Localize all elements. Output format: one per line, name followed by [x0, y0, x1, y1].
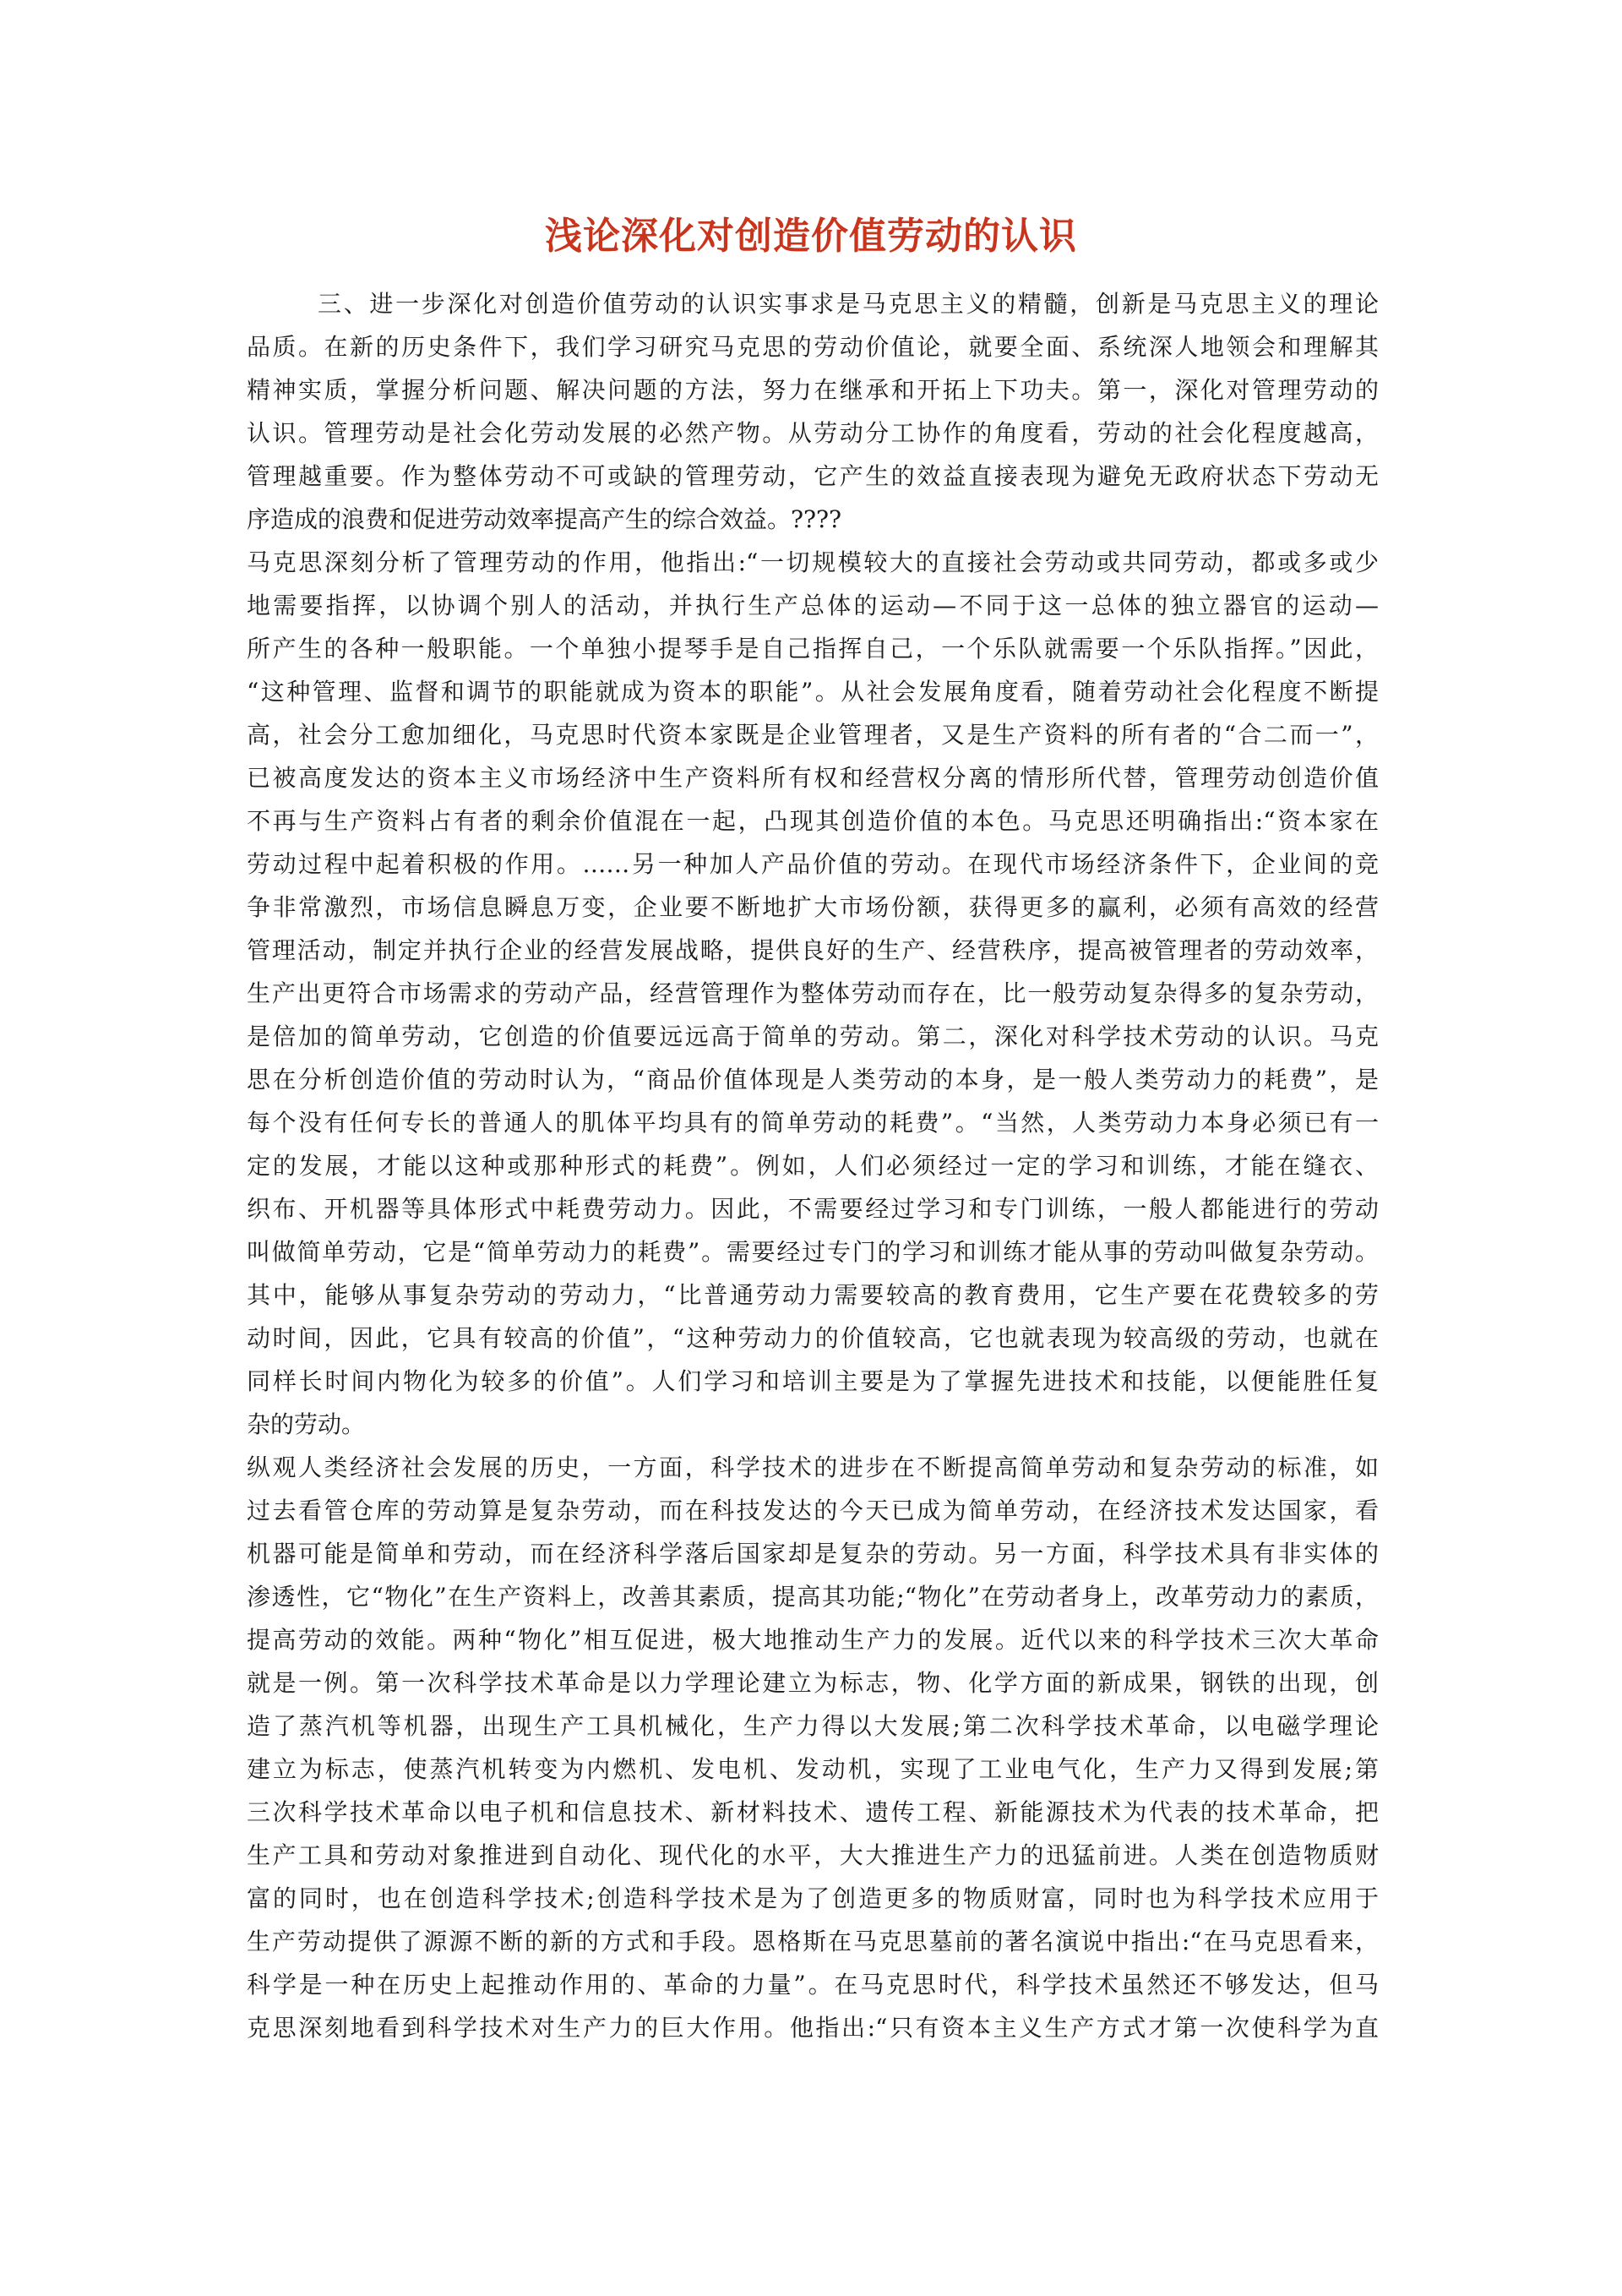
text-line: 已被高度发达的资本主义市场经济中生产资料所有权和经营权分离的情形所代替，管理劳动创造价值	[247, 764, 1379, 792]
text-line: 每个没有任何专长的普通人的肌体平均具有的简单劳动的耗费”。“当然，人类劳动力本身必须已有一	[247, 1109, 1379, 1137]
text-line: 同样长时间内物化为较多的价值”。人们学习和培训主要是为了掌握先进技术和技能，以便能胜任复	[247, 1367, 1379, 1395]
text-line: 织布、开机器等具体形式中耗费劳动力。因此，不需要经过学习和专门训练，一般人都能进行的劳动	[247, 1195, 1379, 1223]
text-line: 克思深刻地看到科学技术对生产力的巨大作用。他指出:“只有资本主义生产方式才第一次使科学为直	[247, 2014, 1379, 2042]
text-line: 高，社会分工愈加细化，马克思时代资本家既是企业管理者，又是生产资料的所有者的“合二而一”，	[247, 721, 1379, 749]
document-body	[247, 282, 1379, 2049]
text-line: 就是一例。第一次科学技术革命是以力学理论建立为标志，物、化学方面的新成果，钢铁的出现，创	[247, 1669, 1379, 1697]
text-line: 叫做简单劳动，它是“简单劳动力的耗费”。需要经过专门的学习和训练才能从事的劳动叫做复杂劳动。	[247, 1238, 1379, 1266]
text-line: 生产出更符合市场需求的劳动产品，经营管理作为整体劳动而存在，比一般劳动复杂得多的复杂劳动，	[247, 979, 1379, 1007]
text-line: 劳动过程中起着积极的作用。……另一种加人产品价值的劳动。在现代市场经济条件下，企业间的竞	[247, 850, 1379, 878]
text-line: 认识。管理劳动是社会化劳动发展的必然产物。从劳动分工协作的角度看，劳动的社会化程度越高，	[247, 419, 1379, 447]
text-line: 机器可能是简单和劳动，而在经济科学落后国家却是复杂的劳动。另一方面，科学技术具有非实体的	[247, 1540, 1379, 1568]
text-line: 建立为标志，使蒸汽机转变为内燃机、发电机、发动机，实现了工业电气化，生产力又得到发展;第	[247, 1755, 1379, 1783]
text-line: 渗透性，它“物化”在生产资料上，改善其素质，提高其功能;“物化”在劳动者身上，改革劳动力的素质，	[247, 1583, 1379, 1611]
text-line: 纵观人类经济社会发展的历史，一方面，科学技术的进步在不断提高简单劳动和复杂劳动的标准，如	[247, 1453, 1379, 1481]
text-line: 不再与生产资料占有者的剩余价值混在一起，凸现其创造价值的本色。马克思还明确指出:“资本家在	[247, 807, 1379, 835]
text-line: 定的发展，才能以这种或那种形式的耗费”。例如，人们必须经过一定的学习和训练，才能在缝衣、	[247, 1152, 1379, 1180]
text-line: 序造成的浪费和促进劳动效率提高产生的综合效益。????	[247, 505, 842, 533]
text-line: 地需要指挥，以协调个别人的活动，并执行生产总体的运动—不同于这一总体的独立器官的运动—	[247, 592, 1379, 619]
text-line: 所产生的各种一般职能。一个单独小提琴手是自己指挥自己，一个乐队就需要一个乐队指挥。”因此，	[247, 635, 1379, 663]
text-line: 三次科学技术革命以电子机和信息技术、新材料技术、遗传工程、新能源技术为代表的技术革命，把	[247, 1798, 1379, 1826]
text-line: 管理越重要。作为整体劳动不可或缺的管理劳动，它产生的效益直接表现为避免无政府状态下劳动无	[247, 462, 1379, 490]
text-line: 其中，能够从事复杂劳动的劳动力，“比普通劳动力需要较高的教育费用，它生产要在花费较多的劳	[247, 1281, 1379, 1309]
text-line: 提高劳动的效能。两种“物化”相互促进，极大地推动生产力的发展。近代以来的科学技术三次大革命	[247, 1626, 1379, 1654]
text-line: 生产工具和劳动对象推进到自动化、现代化的水平，大大推进生产力的迅猛前进。人类在创造物质财	[247, 1841, 1379, 1869]
text-line: 过去看管仓库的劳动算是复杂劳动，而在科技发达的今天已成为简单劳动，在经济技术发达国家，看	[247, 1497, 1379, 1524]
text-line: 精神实质，掌握分析问题、解决问题的方法，努力在继承和开拓上下功夫。第一，深化对管理劳动的	[247, 376, 1379, 404]
text-line: “这种管理、监督和调节的职能就成为资本的职能”。从社会发展角度看，随着劳动社会化程度不断提	[247, 678, 1379, 706]
text-line: 争非常激烈，市场信息瞬息万变，企业要不断地扩大市场份额，获得更多的赢利，必须有高效的经营	[247, 893, 1379, 921]
text-line: 品质。在新的历史条件下，我们学习研究马克思的劳动价值论，就要全面、系统深人地领会和理解其	[247, 333, 1379, 361]
text-line: 杂的劳动。	[247, 1410, 366, 1438]
text-line: 富的同时，也在创造科学技术;创造科学技术是为了创造更多的物质财富，同时也为科学技术应用于	[247, 1884, 1379, 1912]
text-line: 是倍加的简单劳动，它创造的价值要远远高于简单的劳动。第二，深化对科学技术劳动的认识。马克	[247, 1023, 1379, 1050]
text-line: 造了蒸汽机等机器，出现生产工具机械化，生产力得以大发展;第二次科学技术革命，以电磁学理论	[247, 1712, 1379, 1740]
text-line: 马克思深刻分析了管理劳动的作用，他指出:“一切规模较大的直接社会劳动或共同劳动，都或多或少	[247, 548, 1379, 576]
text-line: 三、进一步深化对创造价值劳动的认识实事求是马克思主义的精髓，创新是马克思主义的理论	[318, 290, 1379, 318]
text-line: 科学是一种在历史上起推动作用的、革命的力量”。在马克思时代，科学技术虽然还不够发达，但马	[247, 1971, 1379, 1999]
text-line: 生产劳动提供了源源不断的新的方式和手段。恩格斯在马克思墓前的著名演说中指出:“在马克思看来，	[247, 1928, 1379, 1955]
text-line: 动时间，因此，它具有较高的价值”，“这种劳动力的价值较高，它也就表现为较高级的劳动，也就在	[247, 1324, 1379, 1352]
text-line: 思在分析创造价值的劳动时认为，“商品价值体现是人类劳动的本身，是一般人类劳动力的耗费”，是	[247, 1066, 1379, 1093]
document-title: 浅论深化对创造价值劳动的认识	[545, 215, 1077, 258]
text-line: 管理活动，制定并执行企业的经营发展战略，提供良好的生产、经营秩序，提高被管理者的劳动效率，	[247, 936, 1379, 964]
